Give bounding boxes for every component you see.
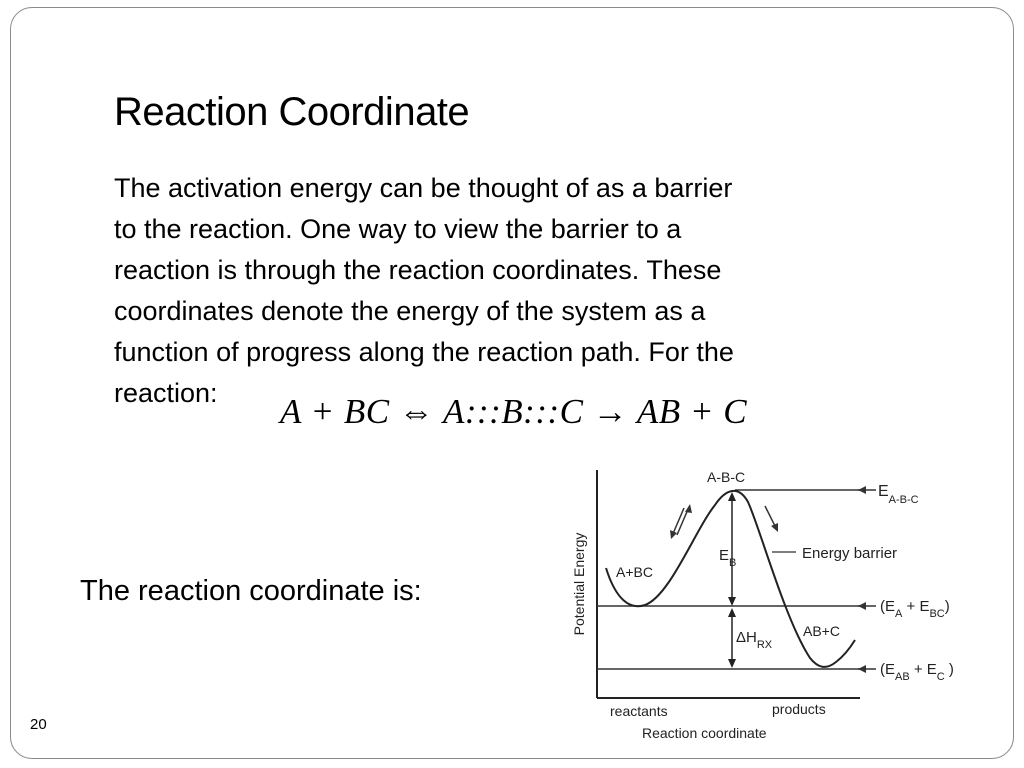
paragraph-line: to the reaction. One way to view the barrier to a (114, 214, 682, 244)
paragraph-line: reaction is through the reaction coordinates. These (114, 255, 722, 285)
barrier-arrowhead-bottom-icon (728, 597, 736, 606)
pointer-arrowhead-products-icon (858, 665, 866, 673)
y-axis-label: Potential Energy (571, 532, 587, 636)
x-left-label: reactants (610, 703, 668, 719)
body-paragraph (114, 168, 914, 414)
reaction-equation: A + BC ⇔ A:::B:::C → AB + C (280, 392, 748, 431)
energy-diagram (560, 460, 1000, 750)
forward-arrowhead-icon (685, 504, 692, 513)
enthalpy-arrowhead-top-icon (728, 608, 736, 617)
level-abc-label: $E_{A-B-C}$ (878, 483, 919, 506)
level-products-label: ($E_{AB} + E_C$ ) (880, 661, 954, 683)
reactant-state-label: A+BC (616, 564, 653, 580)
paragraph-line: reaction: (114, 378, 218, 408)
x-axis-label: Reaction coordinate (642, 725, 767, 741)
paragraph-line: The activation energy can be thought of as a barrier (114, 173, 733, 203)
pointer-arrowhead-abc-icon (858, 486, 866, 494)
level-reactants-label: $(E_A + E_{BC})$ (880, 598, 950, 620)
pointer-arrowhead-reactants-icon (858, 602, 866, 610)
x-right-label: products (772, 701, 826, 717)
barrier-arrowhead-top-icon (728, 492, 736, 501)
paragraph-line: function of progress along the reaction path. For the (114, 337, 734, 367)
peak-label: A-B-C (707, 469, 746, 485)
product-state-label: AB+C (803, 623, 840, 639)
barrier-label: Energy barrier (802, 545, 898, 562)
enthalpy-symbol: $\Delta H_{RX}$ (736, 629, 773, 651)
barrier-symbol: $E_B$ (719, 547, 737, 569)
enthalpy-arrowhead-bottom-icon (728, 659, 736, 668)
slide-title: Reaction Coordinate (114, 90, 470, 134)
page-number: 20 (30, 716, 47, 733)
reaction-coordinate-label: The reaction coordinate is: (80, 575, 422, 607)
paragraph-line: coordinates denote the energy of the system as a (114, 296, 706, 326)
